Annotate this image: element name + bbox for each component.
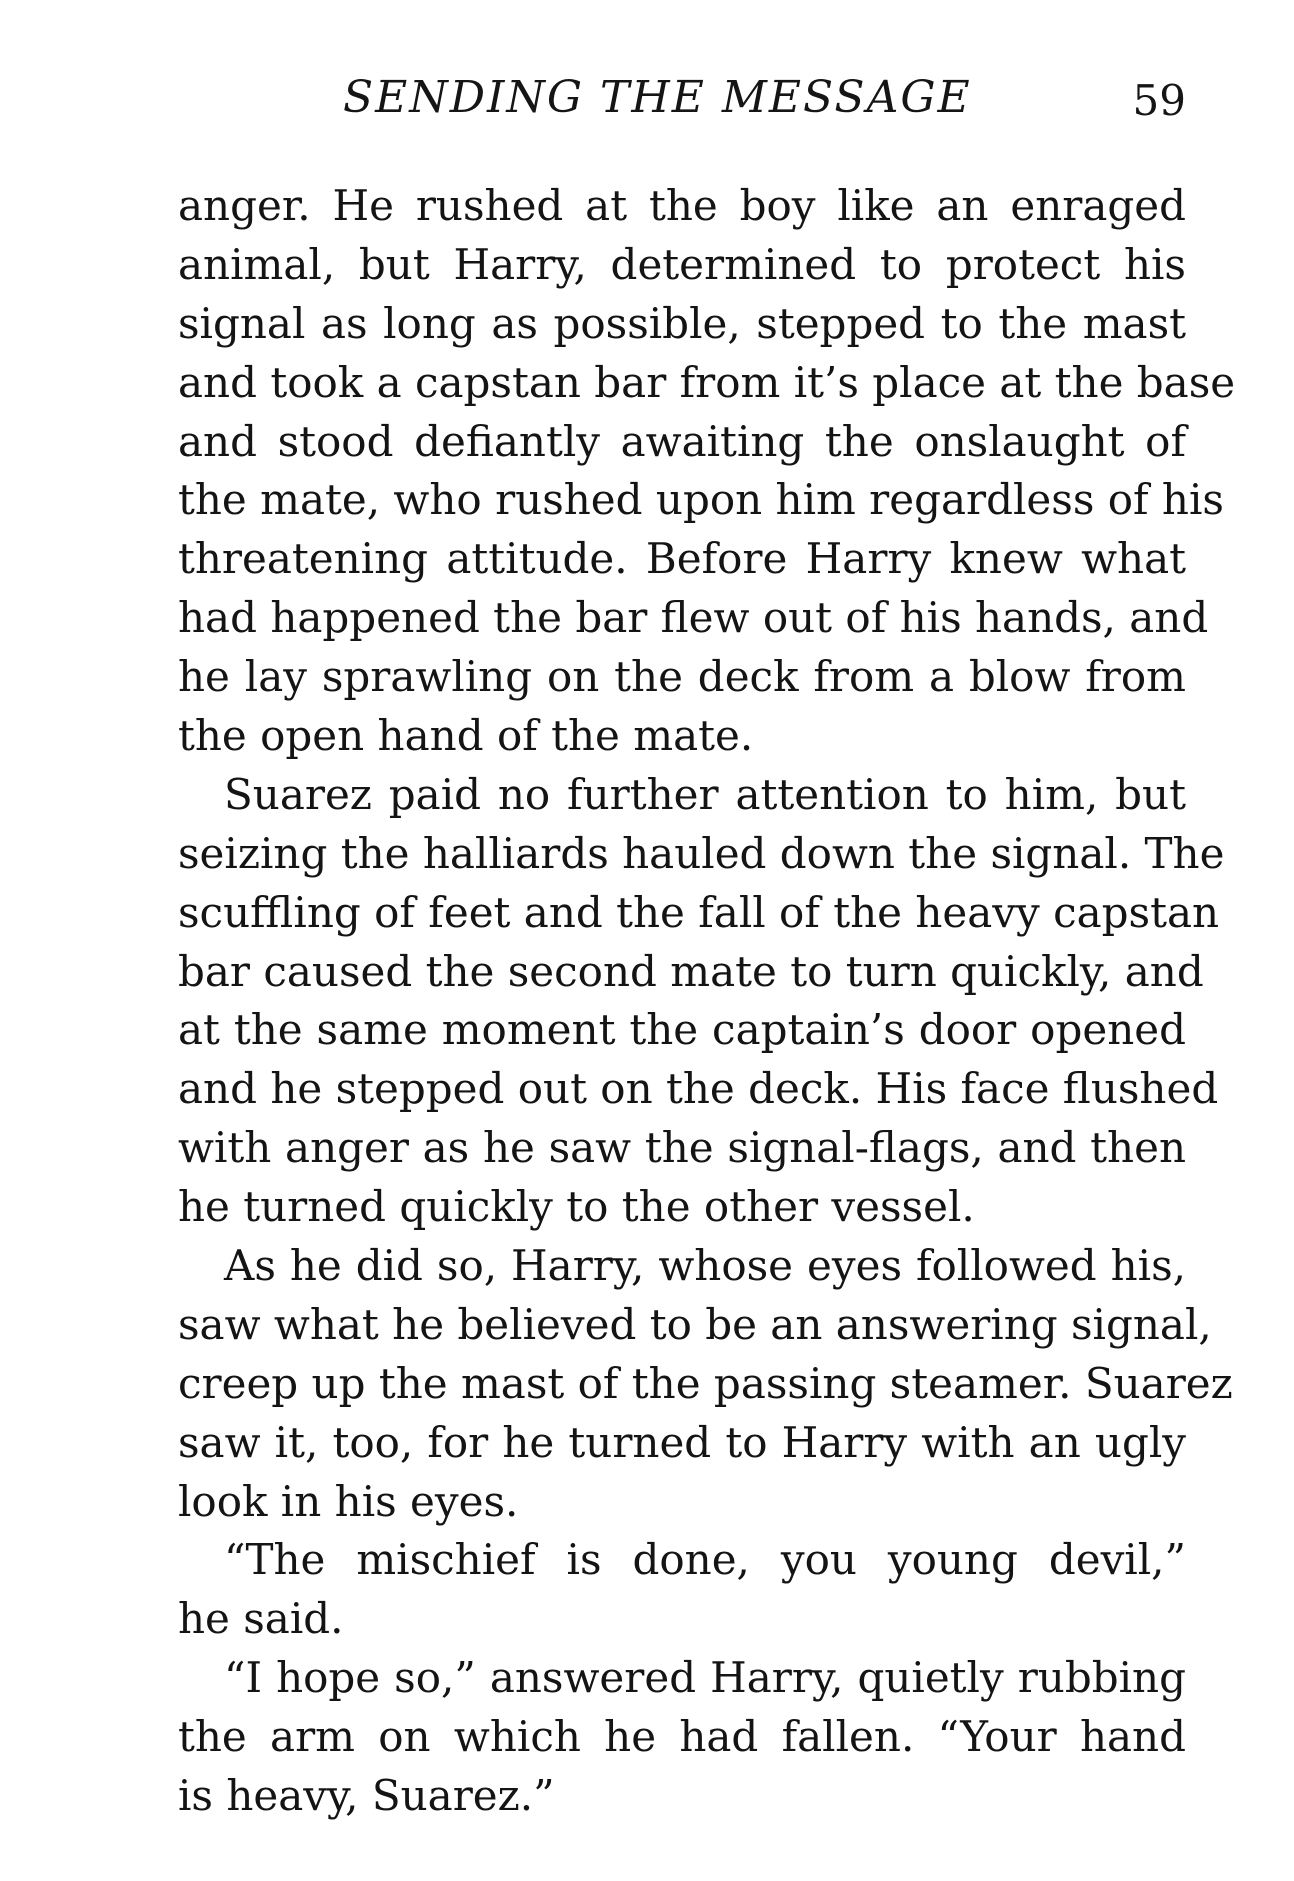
- text-line: he said.: [178, 1594, 344, 1644]
- text-line: seizing the halliards hauled down the signal. The: [178, 828, 1225, 878]
- text-line: with anger as he saw the signal-flags, and then: [178, 1123, 1186, 1173]
- text-line: saw it, too, for he turned to Harry with an ugly: [178, 1417, 1186, 1467]
- text-line: had happened the bar flew out of his hands, and: [178, 593, 1209, 643]
- text-line: saw what he believed to be an answering signal,: [178, 1299, 1212, 1349]
- text-line: scuffling of feet and the fall of the heavy capstan: [178, 887, 1220, 937]
- text-line: the mate, who rushed upon him regardless of his: [178, 475, 1224, 525]
- text-line: he turned quickly to the other vessel.: [178, 1182, 975, 1232]
- text-line: “The mischief is done, you young devil,”: [224, 1535, 1186, 1585]
- text-line: the arm on which he had fallen. “Your hand: [178, 1712, 1186, 1762]
- text-line: creep up the mast of the passing steamer. Suarez: [178, 1358, 1233, 1408]
- chapter-title: SENDING THE MESSAGE: [343, 72, 972, 123]
- running-head: [178, 72, 1186, 136]
- body-text: [178, 177, 1236, 1826]
- text-line: anger. He rushed at the boy like an enraged: [178, 181, 1186, 230]
- page-number: 59: [1132, 76, 1186, 125]
- text-line: and took a capstan bar from it’s place at the base: [178, 357, 1236, 407]
- text-line: and he stepped out on the deck. His face flushed: [178, 1064, 1219, 1114]
- text-line: is heavy, Suarez.”: [178, 1771, 555, 1821]
- text-line: and stood defiantly awaiting the onslaught of: [178, 416, 1186, 466]
- text-line: threatening attitude. Before Harry knew what: [178, 534, 1186, 584]
- text-line: look in his eyes.: [178, 1476, 519, 1526]
- text-line: animal, but Harry, determined to protect his: [178, 239, 1186, 289]
- text-line: As he did so, Harry, whose eyes followed his,: [224, 1241, 1186, 1291]
- text-line: signal as long as possible, stepped to the mast: [178, 298, 1186, 348]
- text-line: bar caused the second mate to turn quickly, and: [178, 946, 1204, 996]
- text-line: “I hope so,” answered Harry, quietly rubbing: [224, 1653, 1186, 1703]
- text-line: he lay sprawling on the deck from a blow from: [178, 652, 1186, 702]
- text-line: at the same moment the captain’s door opened: [178, 1005, 1186, 1055]
- text-line: Suarez paid no further attention to him, but: [224, 769, 1186, 819]
- text-line: the open hand of the mate.: [178, 711, 754, 761]
